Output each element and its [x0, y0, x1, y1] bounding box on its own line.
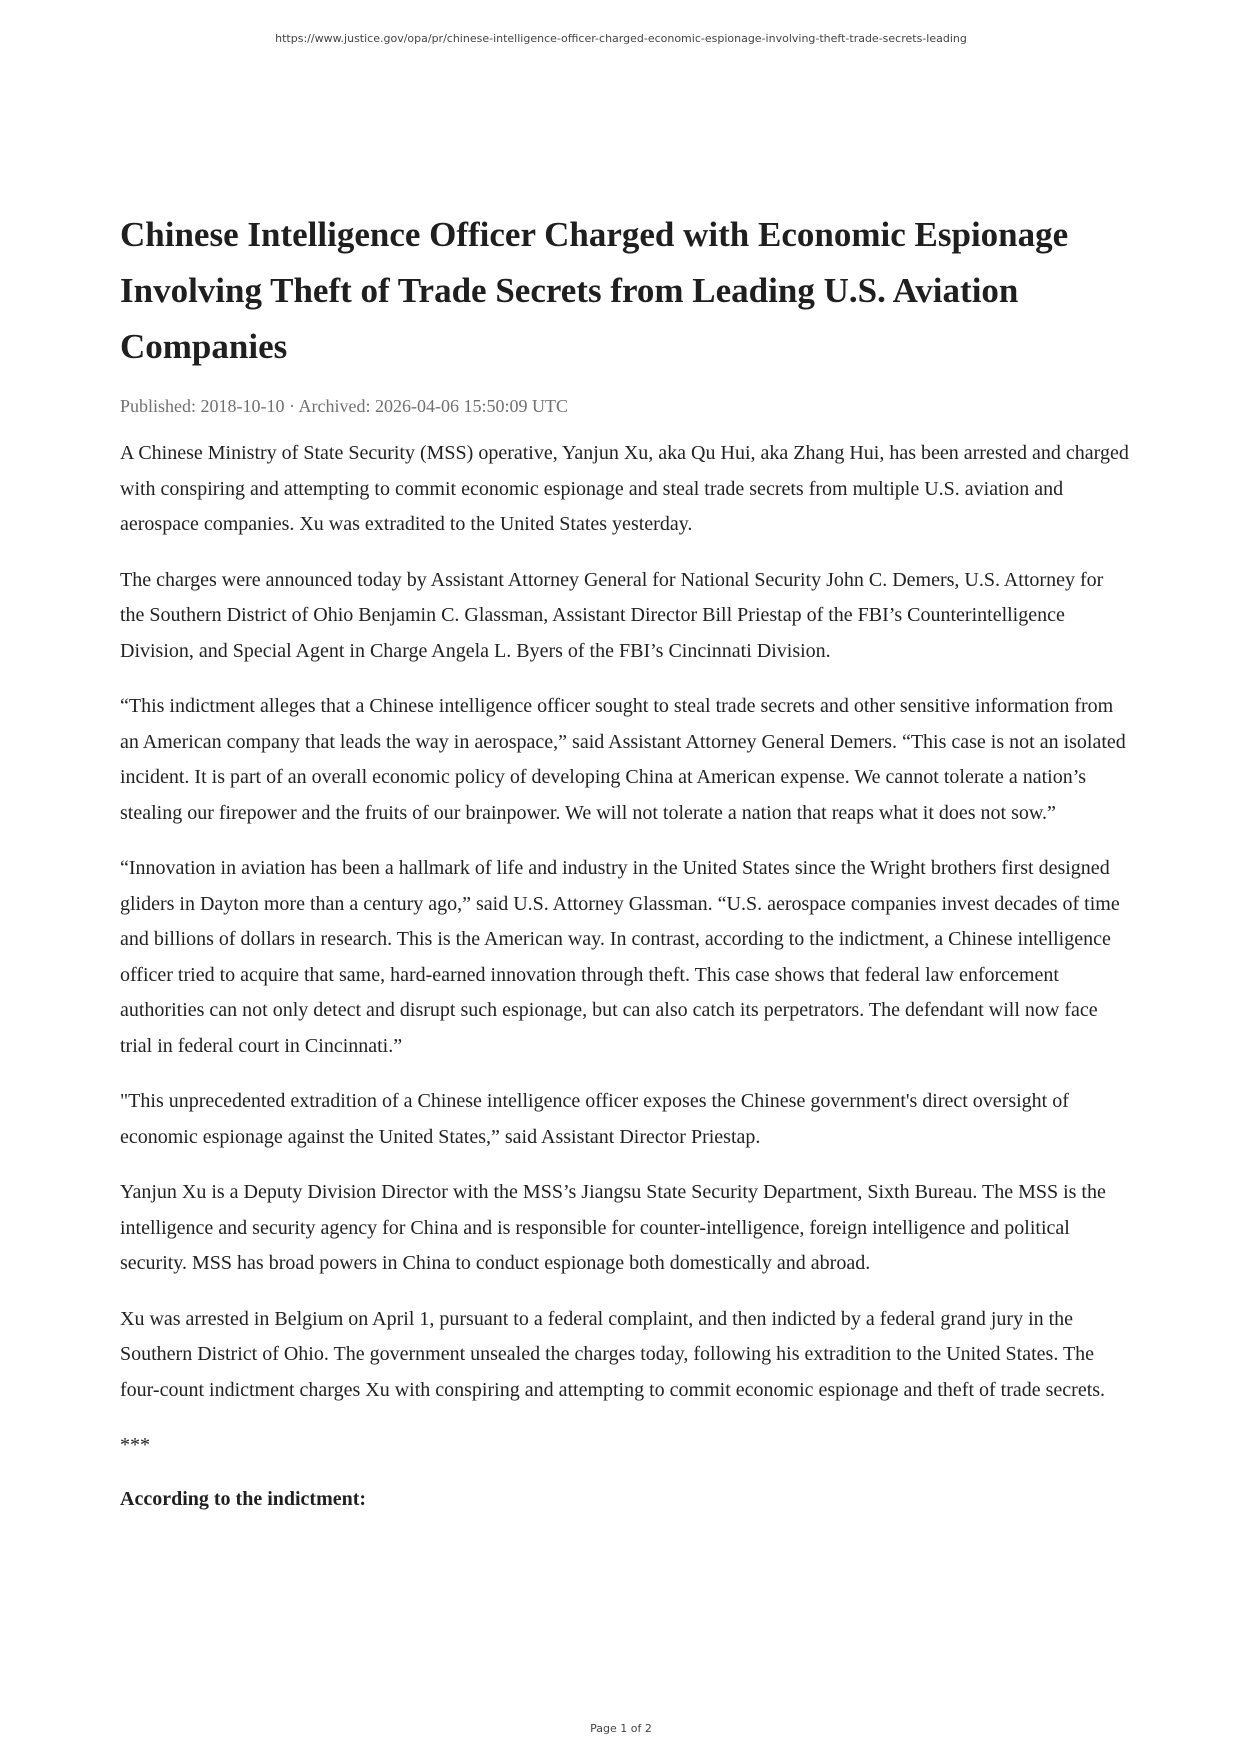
- article-body: [120, 436, 1132, 1408]
- section-separator: ***: [120, 1434, 150, 1456]
- paragraph: Xu was arrested in Belgium on April 1, pursuant to a federal complaint, and then indicted by a federal grand jury in the Southern District of Ohio. The government unsealed the charges today, following his extradition to the United States. The four-count indictment charges Xu with conspiring and attempting to commit economic espionage and theft of trade secrets.: [120, 1307, 1106, 1401]
- paragraph: Yanjun Xu is a Deputy Division Director with the MSS’s Jiangsu State Security Department, Sixth Bureau. The MSS is the intelligence and security agency for China and is responsible for counter-intelligence, foreign intelligence and political security. MSS has broad powers in China to conduct espionage both domestically and abroad.: [120, 1181, 1106, 1274]
- paragraph: A Chinese Ministry of State Security (MSS) operative, Yanjun Xu, aka Qu Hui, aka Zhang Hui, has been arrested and charged with conspiring and attempting to commit economic espionage and steal trade secrets from multiple U.S. aviation and aerospace companies. Xu was extradited to the United States yesterday.: [120, 442, 1129, 535]
- page-number: Page 1 of 2: [590, 1722, 652, 1735]
- paragraph: The charges were announced today by Assistant Attorney General for National Security John C. Demers, U.S. Attorney for the Southern District of Ohio Benjamin C. Glassman, Assistant Director Bill Priestap of the FBI’s Counterintelligence Division, and Special Agent in Charge Angela L. Byers of the FBI’s Cincinnati Division.: [120, 568, 1104, 662]
- article-meta: Published: 2018-10-10 · Archived: 2026-04-06 15:50:09 UTC: [120, 396, 568, 416]
- section-subheading: According to the indictment:: [120, 1487, 367, 1510]
- article: [120, 207, 1132, 1517]
- paragraph: “Innovation in aviation has been a hallmark of life and industry in the United States since the Wright brothers first designed gliders in Dayton more than a century ago,” said U.S. Attorney Glassman. “U.S. aerospace companies invest decades of time and billions of dollars in research. This is the American way. In contrast, according to the indictment, a Chinese intelligence officer tried to acquire that same, hard-earned innovation through theft. This case shows that federal law enforcement authorities can not only detect and disrupt such espionage, but can also catch its perpetrators. The defendant will now face trial in federal court in Cincinnati.”: [120, 857, 1120, 1057]
- paragraph: "This unprecedented extradition of a Chinese intelligence officer exposes the Chinese government's direct oversight of economic espionage against the United States,” said Assistant Director Priestap.: [120, 1090, 1069, 1148]
- article-title: Chinese Intelligence Officer Charged with Economic Espionage Involving Theft of Trade Secrets from Leading U.S. Aviation Companies: [120, 215, 1069, 366]
- page-url-header: https://www.justice.gov/opa/pr/chinese-intelligence-officer-charged-economic-espionage-involving-theft-trade-secrets-leading: [275, 32, 967, 45]
- paragraph: “This indictment alleges that a Chinese intelligence officer sought to steal trade secrets and other sensitive information from an American company that leads the way in aerospace,” said Assistant Attorney General Demers. “This case is not an isolated incident. It is part of an overall economic policy of developing China at American expense. We cannot tolerate a nation’s stealing our firepower and the fruits of our brainpower. We will not tolerate a nation that reaps what it does not sow.”: [120, 695, 1126, 824]
